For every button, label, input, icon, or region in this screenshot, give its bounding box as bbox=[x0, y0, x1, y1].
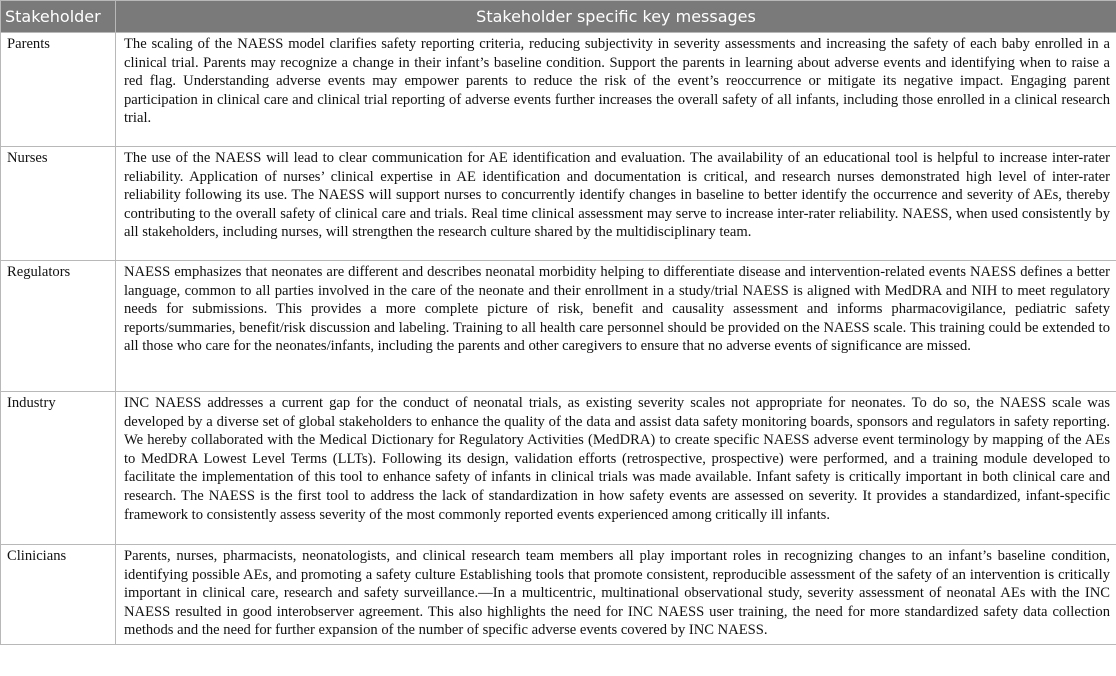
column-header-stakeholder: Stakeholder bbox=[1, 1, 116, 33]
stakeholder-cell: Clinicians bbox=[1, 545, 116, 645]
message-cell: NAESS emphasizes that neonates are different and describes neonatal morbidity helping to differentiate disease and intervention-related events NAESS defines a better language, common to all parties involved in the care of the neonate and their enrollment in a study/trial NAESS is aligned with MedDRA and NIH to meet regulatory needs for submissions. This provides a more complete picture of risk, benefit and causality assessment and informs pharmacovigilance, pediatric safety reports/summaries, benefit/risk discussion and labeling. Training to all health care personnel should be provided on the NAESS scale. This training could be extended to all those who care for the neonates/infants, including the parents and other caregivers to ensure that no adverse events of significance are missed. bbox=[116, 261, 1116, 392]
stakeholder-cell: Industry bbox=[1, 392, 116, 545]
table-header bbox=[1, 1, 1116, 33]
stakeholder-cell: Parents bbox=[1, 33, 116, 147]
stakeholder-cell: Regulators bbox=[1, 261, 116, 392]
message-cell: The scaling of the NAESS model clarifies safety reporting criteria, reducing subjectivity in severity assessments and increasing the safety of each baby enrolled in a clinical trial. Parents may recognize a change in their infant’s baseline condition. Support the parents in learning about adverse events and identifying when to raise a red flag. Understanding adverse events may empower parents to reduce the risk of the event’s reoccurrence or mitigate its negative impact. Engaging parent participation in clinical care and clinical trial reporting of adverse events further increases the overall safety of all infants, including those enrolled in a clinical research trial. bbox=[116, 33, 1116, 147]
stakeholder-cell: Nurses bbox=[1, 147, 116, 261]
message-cell: The use of the NAESS will lead to clear communication for AE identification and evaluation. The availability of an educational tool is helpful to increase inter-rater reliability. Application of nurses’ clinical expertise in AE identification and documentation is critical, and research nurses demonstrated high level of inter-rater reliability following its use. The NAESS will support nurses to concurrently identify changes in baseline to better identify the occurrence and severity of AEs, thereby contributing to the overall safety of clinical care and trials. Real time clinical assessment may serve to increase inter-rater reliability. NAESS, when used consistently by all stakeholders, including nurses, will strengthen the research culture shared by the multidisciplinary team. bbox=[116, 147, 1116, 261]
header-row bbox=[1, 1, 1116, 33]
column-header-key-messages: Stakeholder specific key messages bbox=[116, 1, 1116, 33]
message-cell: Parents, nurses, pharmacists, neonatologists, and clinical research team members all play important roles in recognizing changes to an infant’s baseline condition, identifying possible AEs, and promoting a safety culture Establishing tools that promote consistent, reproducible assessment of the safety of an intervention is critically important in clinical care, research and safety surveillance.—In a multicentric, multinational observational study, severity assessment of neonatal AEs with the INC NAESS resulted in good interobserver agreement. This also highlights the need for INC NAESS user training, the need for more standardized safety data collection methods and the need for further expansion of the number of specific adverse events covered by INC NAESS. bbox=[116, 545, 1116, 645]
table-row bbox=[1, 261, 1116, 392]
table-row bbox=[1, 392, 1116, 545]
table-body bbox=[1, 33, 1116, 645]
table-row bbox=[1, 147, 1116, 261]
table-row bbox=[1, 33, 1116, 147]
message-cell: INC NAESS addresses a current gap for the conduct of neonatal trials, as existing severity scales not appropriate for neonates. To do so, the NAESS scale was developed by a diverse set of global stakeholders to enhance the quality of the data and assist data safety monitoring boards, sponsors and regulators in safety reporting. We hereby collaborated with the Medical Dictionary for Regulatory Activities (MedDRA) to create specific NAESS adverse event terminology by mapping of the AEs to MedDRA Lowest Level Terms (LLTs). Following its design, validation efforts (retrospective, prospective) were performed, and a training module developed to facilitate the implementation of this tool to enhance safety of infants in clinical trials was made available. Infant safety is critically important in both clinical care and research. The NAESS is the first tool to address the lack of standardization in how safety events are assessed on severity. It provides a standardized, infant-specific framework to consistently assess severity of the most commonly reported events experienced among critically ill infants. bbox=[116, 392, 1116, 545]
table-row bbox=[1, 545, 1116, 645]
